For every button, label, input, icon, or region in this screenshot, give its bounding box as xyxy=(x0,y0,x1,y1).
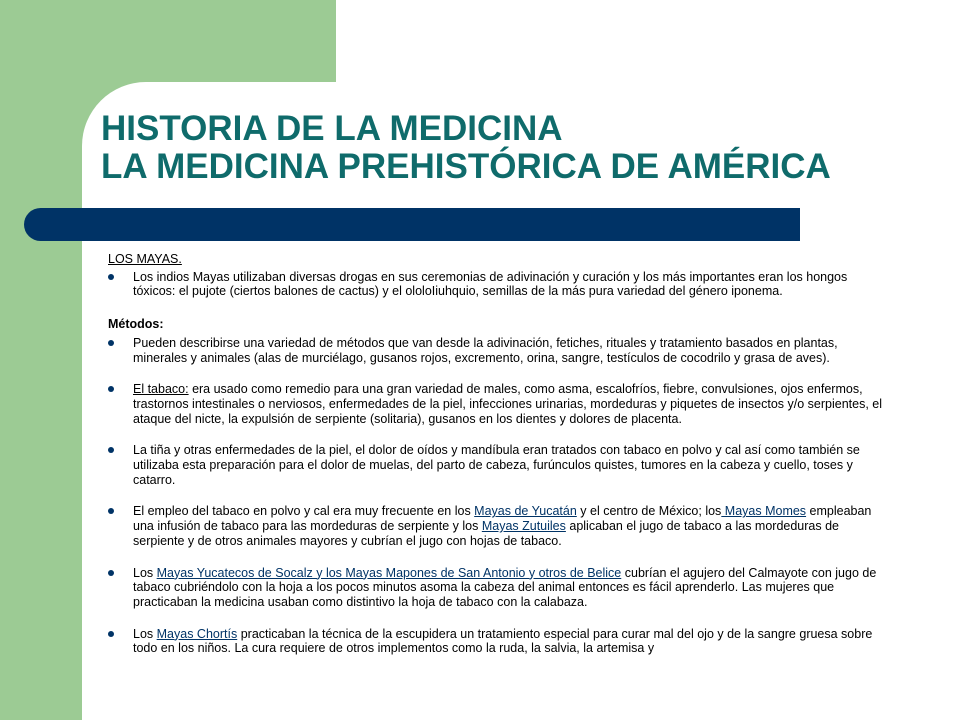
metodos-heading: Métodos: xyxy=(108,317,164,332)
bullet-icon xyxy=(108,508,114,514)
list-item xyxy=(108,627,888,656)
green-side-strip xyxy=(0,0,82,720)
bullet-icon xyxy=(108,447,114,453)
list-item xyxy=(108,504,888,548)
metodos-p1: Pueden describirse una variedad de métodos que van desde la adivinación, fetiches, rituales y tratamiento basados en plantas, minerales y animales (alas de murciélago, gusanos rojos, excremento, orina, sangre, testículos de cocodrilo y grasa de aves). xyxy=(133,335,838,365)
link-mayas-momes[interactable]: Mayas Momes xyxy=(721,504,807,519)
metodos-list xyxy=(108,336,888,656)
p4-text-b: y el centro de México; los xyxy=(576,504,722,519)
mayas-list xyxy=(108,270,888,299)
p4-text-a: El empleo del tabaco en polvo y cal era muy frecuente en los xyxy=(133,504,475,519)
slide-body xyxy=(108,252,888,673)
tabaco-text: era usado como remedio para una gran variedad de males, como asma, escalofríos, fiebre, convulsiones, ojos enfermos, trastornos intestinales o nerviosos, enfermedades de la piel, infecciones urinarias, mordeduras y piquetes de insectos y/o serpientes, el ataque del nicte, la expulsión de serpiente (solitaria), gusanos en los dientes y dolores de placenta. xyxy=(133,382,883,426)
slide-title xyxy=(101,110,921,186)
list-item xyxy=(108,443,888,487)
p6-text-b: practicaban la técnica de la escupidera un tratamiento especial para curar mal del ojo y de la sangre gruesa sobre todo en los niños. La cura requiere de otros implementos como la ruda, la salvia, la artemisa y xyxy=(133,626,873,656)
p5-text-a: Los xyxy=(133,565,157,580)
p6-text-a: Los xyxy=(133,626,157,641)
p5-text-b: cubrían el agujero del Calmayote con jugo de tabaco cubriéndolo con la hoja a los pocos minutos asoma la cabeza del animal entonces es fácil aprenderlo. Las mujeres que practicaban la medicina usaban como distintivo la hoja de tabaco con la calabaza. xyxy=(133,565,877,609)
mayas-heading: LOS MAYAS. xyxy=(108,252,182,266)
link-mayas-zutuiles[interactable]: Mayas Zutuiles xyxy=(481,519,566,534)
p4-text-c: empleaban una infusión de tabaco para las mordeduras de serpiente y los xyxy=(133,504,872,534)
p4-text-d: aplicaban el jugo de tabaco a las mordeduras de serpiente y de otros animales mayores y cubrían el jugo con hojas de tabaco. xyxy=(133,519,839,548)
link-mayas-chortis[interactable]: Mayas Chortís xyxy=(156,626,238,641)
bullet-icon xyxy=(108,570,114,576)
list-item xyxy=(108,270,888,299)
list-item xyxy=(108,336,888,365)
bullet-icon xyxy=(108,386,114,392)
title-line-2: LA MEDICINA PREHISTÓRICA DE AMÉRICA xyxy=(101,147,831,186)
link-mayas-yucatan[interactable]: Mayas de Yucatán xyxy=(474,504,577,519)
title-line-1: HISTORIA DE LA MEDICINA xyxy=(101,109,563,148)
metodos-p3: La tiña y otras enfermedades de la piel, el dolor de oídos y mandíbula eran tratados con tabaco en polvo y cal así como también se utilizaba esta preparación para el dolor de muelas, del parto de cabeza, furúnculos quistes, tumores en la cabeza y cuello, toses y catarro. xyxy=(133,443,860,487)
tabaco-label: El tabaco: xyxy=(133,382,189,397)
list-item xyxy=(108,382,888,426)
link-mayas-yucatecos[interactable]: Mayas Yucatecos de Socalz y los Mayas Mapones de San Antonio y otros de Belice xyxy=(156,565,622,580)
mayas-text: Los indios Mayas utilizaban diversas drogas en sus ceremonias de adivinación y curación y los más importantes eran los hongos tóxicos: el pujote (ciertos balones de cactus) y el ololoIiuhquio, semillas de la más pura variedad del género iponema. xyxy=(133,269,848,299)
bullet-icon xyxy=(108,274,114,280)
bullet-icon xyxy=(108,631,114,637)
bullet-icon xyxy=(108,340,114,346)
list-item xyxy=(108,566,888,610)
title-divider-bar xyxy=(24,208,800,241)
